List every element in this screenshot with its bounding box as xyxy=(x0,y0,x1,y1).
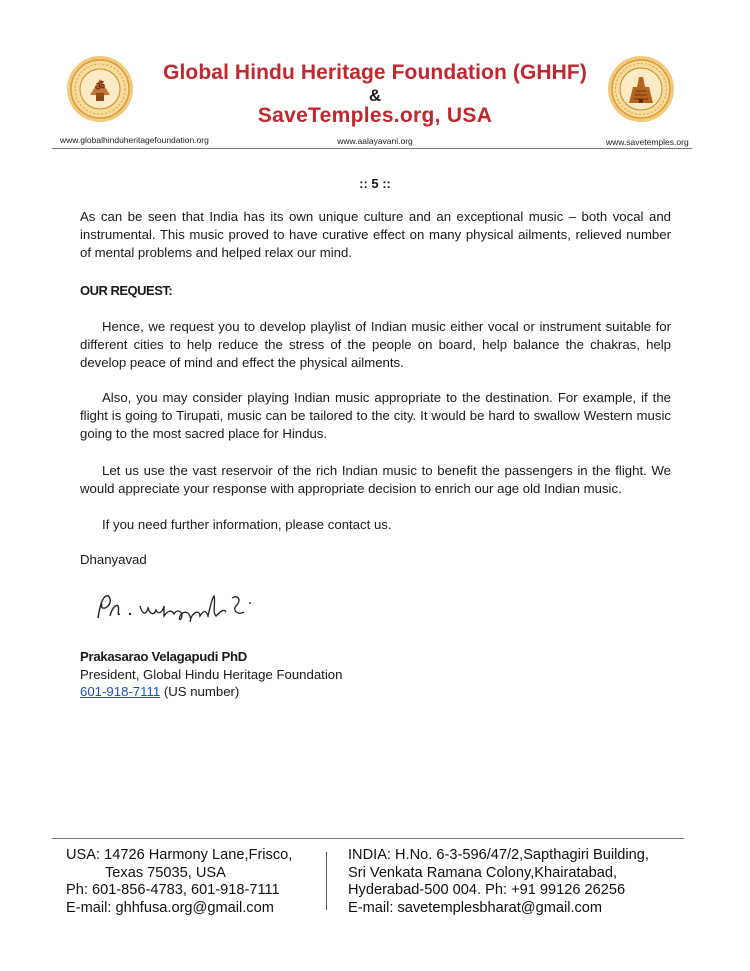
footer-divider xyxy=(52,838,684,839)
request-paragraph-4: If you need further information, please contact us. xyxy=(102,517,392,532)
intro-paragraph: As can be seen that India has its own unique culture and an exceptional music – both vocal and instrumental. This music proved to have curative effect on many physical ailments, relieved number of mental problems and helped relax our mind. xyxy=(80,209,671,260)
usa-address-line: USA: 14726 Harmony Lane,Frisco, xyxy=(66,847,293,863)
usa-phone-line: Ph: 601-856-4783, 601-918-7111 xyxy=(66,882,280,898)
header-divider xyxy=(52,148,692,149)
usa-address xyxy=(66,847,292,917)
letterhead xyxy=(0,0,750,160)
savetemples-website-link[interactable]: www.savetemples.org xyxy=(606,137,689,147)
savetemples-title: SaveTemples.org, USA xyxy=(257,104,493,127)
request-paragraph-1: Hence, we request you to develop playlist of Indian music either vocal or instrument suitable for different cities to help reduce the stress of the people on board, help balance the chakras, help develop peace of mind and effect the physical ailments. xyxy=(80,319,671,370)
aalayavani-website-link[interactable]: www.aalayavani.org xyxy=(337,136,413,146)
signatory-name: Prakasarao Velagapudi PhD xyxy=(80,649,247,664)
india-address xyxy=(348,847,649,917)
request-heading: OUR REQUEST: xyxy=(80,283,173,298)
usa-email-line[interactable]: E-mail: ghhfusa.org@gmail.com xyxy=(66,899,274,916)
signatory-title: President, Global Hindu Heritage Foundation xyxy=(80,666,343,682)
india-phone-line: Hyderabad-500 004. Ph: +91 99126 26256 xyxy=(348,882,626,898)
india-email-line[interactable]: E-mail: savetemplesbharat@gmail.com xyxy=(348,899,603,916)
signature-block xyxy=(80,648,342,701)
svg-text:ॐ: ॐ xyxy=(94,80,106,93)
request-paragraph-2: Also, you may consider playing Indian music appropriate to the destination. For example, if the flight is going to Tirupati, music can be tailored to the city. It would be hard to swallow Western music going to the most sacred place for Hindus. xyxy=(80,390,671,441)
foundation-title: Global Hindu Heritage Foundation (GHHF) xyxy=(163,61,587,84)
india-address-line: Sri Venkata Ramana Colony,Khairatabad, xyxy=(348,864,618,881)
request-paragraph-3: Let us use the vast reservoir of the rich Indian music to benefit the passengers in the flight. We would appreciate your response with appropriate decision to enrich our age old Indian music. xyxy=(80,463,671,496)
phone-note: (US number) xyxy=(163,684,240,699)
closing-salutation: Dhanyavad xyxy=(80,552,147,567)
phone-link[interactable]: 601-918-7111 xyxy=(80,684,161,699)
india-address-line: INDIA: H.No. 6-3-596/47/2,Sapthagiri Building, xyxy=(348,847,649,863)
handwritten-signature xyxy=(92,588,272,628)
ghhf-website-link[interactable]: www.globalhinduheritagefoundation.org xyxy=(60,135,209,145)
contact-line xyxy=(80,683,342,701)
footer-column-separator xyxy=(326,852,327,910)
page-number: :: 5 :: xyxy=(359,176,391,191)
temple-gopuram-seal-icon xyxy=(607,55,675,123)
title-ampersand: & xyxy=(368,86,382,105)
usa-address-line: Texas 75035, USA xyxy=(105,864,226,881)
